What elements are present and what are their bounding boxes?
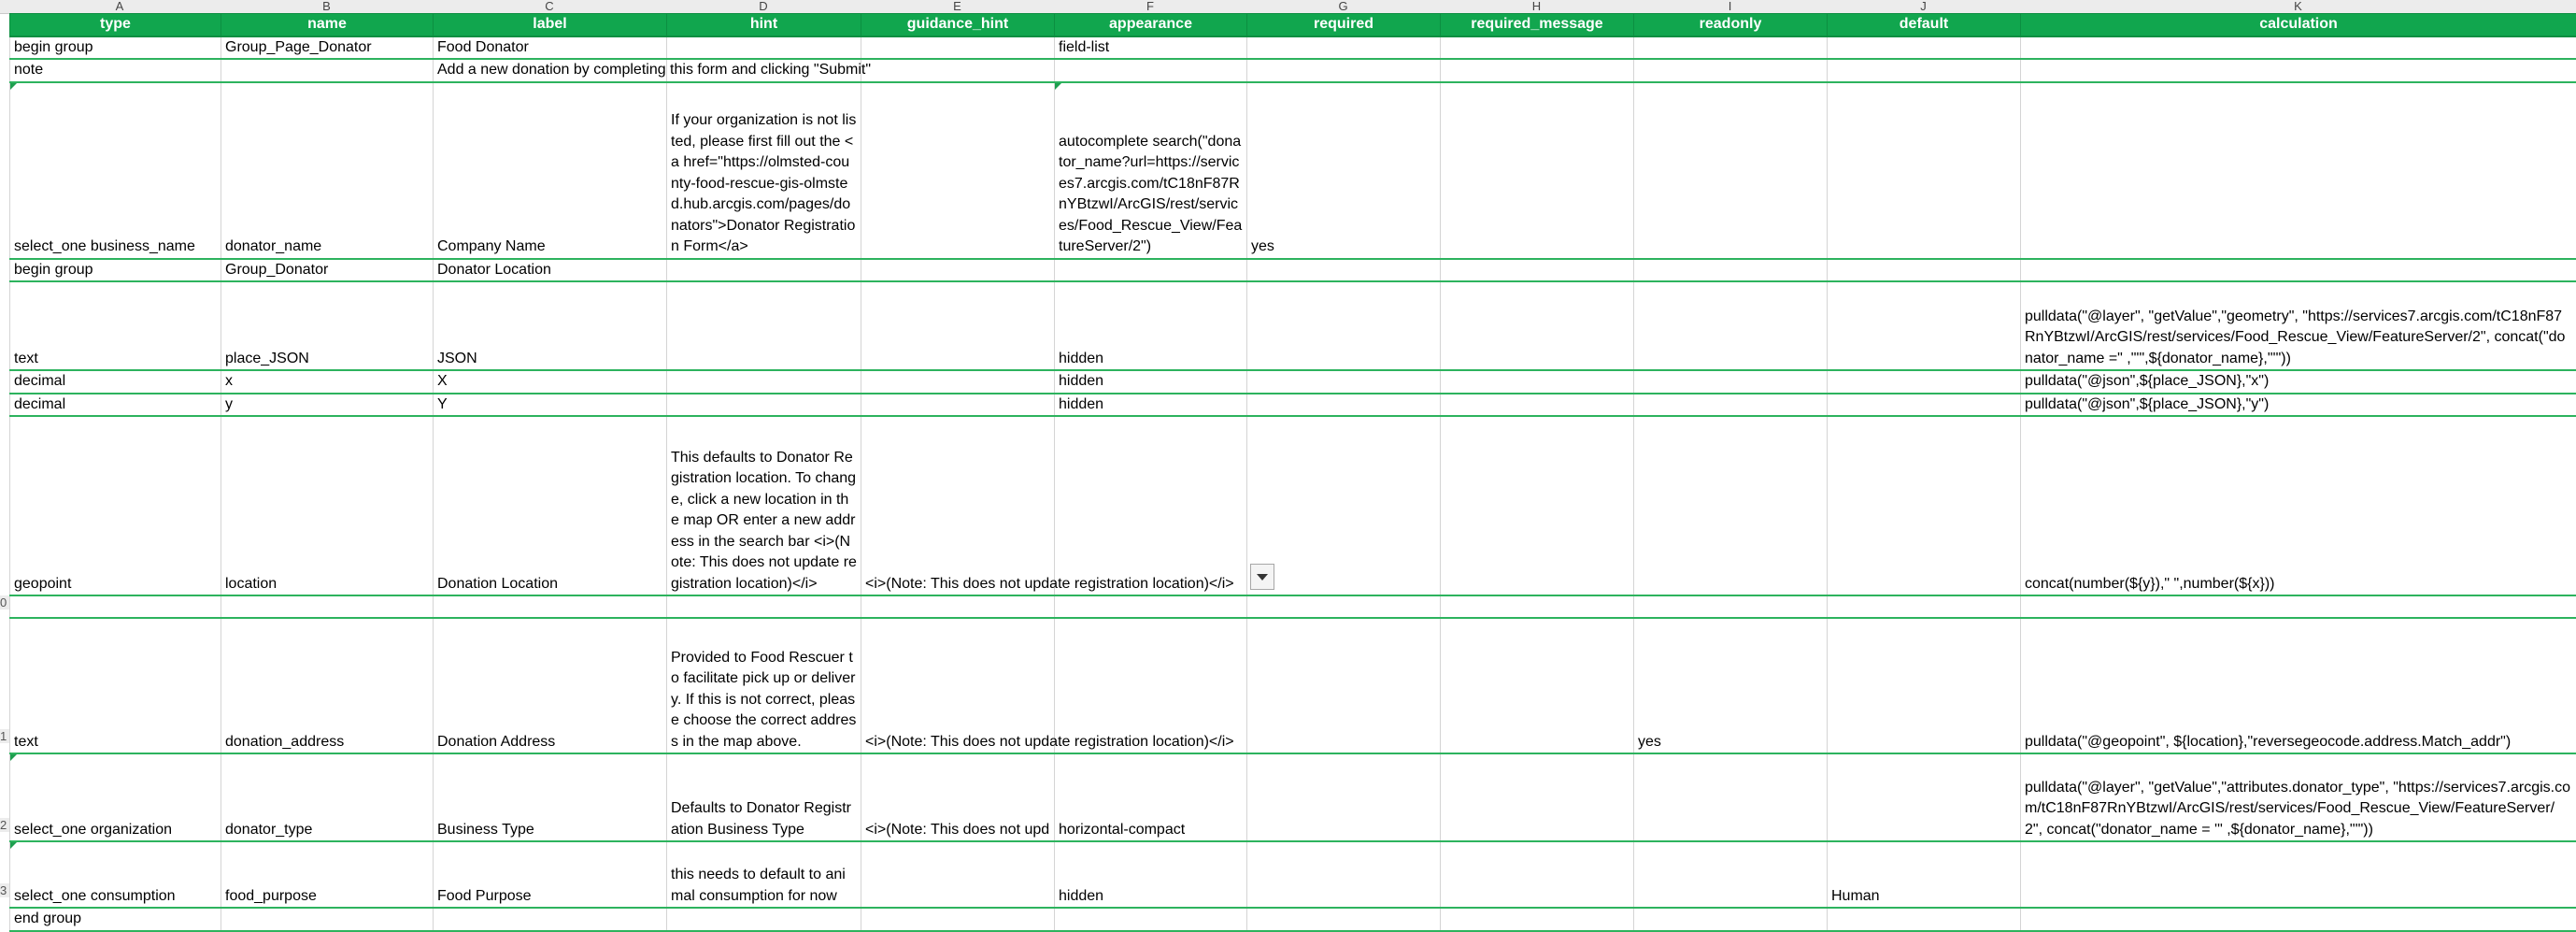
cell-required[interactable] xyxy=(1247,394,1441,417)
row-number[interactable]: 3 xyxy=(0,883,9,897)
cell-guidance-hint[interactable] xyxy=(861,595,1055,618)
cell-guidance-hint[interactable] xyxy=(861,394,1055,417)
header-cell-type[interactable]: type xyxy=(10,14,221,36)
cell-hint[interactable]: Defaults to Donator Registration Business Type xyxy=(667,753,861,841)
cell-default[interactable] xyxy=(1828,753,2021,841)
cell-appearance[interactable]: hidden xyxy=(1055,370,1247,394)
row-number[interactable]: 0 xyxy=(0,595,9,609)
cell-required-message[interactable] xyxy=(1441,841,1634,908)
header-cell-readonly[interactable]: readonly xyxy=(1634,14,1828,36)
table-row xyxy=(10,36,2576,60)
cell-label[interactable]: Company Name xyxy=(434,82,667,259)
cell-label[interactable]: Business Type xyxy=(434,753,667,841)
cell-name[interactable]: y xyxy=(221,394,434,417)
cell-hint[interactable]: This defaults to Donator Registration location. To change, click a new location in the map OR enter a new address in the search bar <i>(Note: This does not update registration location)</i> xyxy=(667,416,861,595)
cell-readonly[interactable] xyxy=(1634,82,1828,259)
cell-appearance[interactable] xyxy=(1055,416,1247,595)
column-letter-c[interactable]: C xyxy=(433,0,666,13)
cell-default[interactable] xyxy=(1828,416,2021,595)
cell-required-message[interactable] xyxy=(1441,595,1634,618)
cell-readonly[interactable] xyxy=(1634,370,1828,394)
cell-guidance-hint[interactable] xyxy=(861,82,1055,259)
comment-indicator-icon xyxy=(1055,83,1061,90)
cell-name[interactable]: Group_Donator xyxy=(221,259,434,282)
cell-calculation[interactable] xyxy=(2021,841,2576,908)
cell-label[interactable]: Y xyxy=(434,394,667,417)
cell-calculation[interactable] xyxy=(2021,36,2576,60)
table-row xyxy=(10,281,2576,370)
cell-default[interactable] xyxy=(1828,281,2021,370)
cell-calculation[interactable]: pulldata("@json",${place_JSON},"y") xyxy=(2021,394,2576,417)
header-cell-label[interactable]: label xyxy=(434,14,667,36)
cell-required-message[interactable] xyxy=(1441,618,1634,753)
cell-readonly[interactable] xyxy=(1634,59,1828,82)
column-letter-k[interactable]: K xyxy=(2020,0,2576,13)
header-cell-guidance-hint[interactable]: guidance_hint xyxy=(861,14,1055,36)
cell-readonly[interactable]: yes xyxy=(1634,618,1828,753)
cell-hint[interactable] xyxy=(667,370,861,394)
cell-type[interactable]: geopoint xyxy=(10,416,221,595)
cell-hint[interactable] xyxy=(667,36,861,60)
cell-appearance[interactable]: hidden xyxy=(1055,841,1247,908)
table-row xyxy=(10,370,2576,394)
cell-appearance[interactable] xyxy=(1055,59,1247,82)
cell-default[interactable] xyxy=(1828,595,2021,618)
cell-required[interactable] xyxy=(1247,841,1441,908)
cell-name[interactable] xyxy=(221,595,434,618)
cell-required[interactable] xyxy=(1247,36,1441,60)
cell-text: select_one consumption xyxy=(14,888,176,904)
cell-calculation[interactable]: pulldata("@geopoint", ${location},"reversegeocode.address.Match_addr") xyxy=(2021,618,2576,753)
cell-name[interactable]: food_purpose xyxy=(221,841,434,908)
table-row xyxy=(10,618,2576,753)
cell-required[interactable] xyxy=(1247,259,1441,282)
cell-label[interactable] xyxy=(434,908,667,931)
cell-label[interactable]: Donation Address xyxy=(434,618,667,753)
header-cell-default[interactable]: default xyxy=(1828,14,2021,36)
header-cell-hint[interactable]: hint xyxy=(667,14,861,36)
cell-calculation[interactable]: concat(number(${y})," ",number(${x})) xyxy=(2021,416,2576,595)
cell-name[interactable]: place_JSON xyxy=(221,281,434,370)
cell-default[interactable] xyxy=(1828,82,2021,259)
cell-name[interactable]: donator_name xyxy=(221,82,434,259)
cell-name[interactable]: location xyxy=(221,416,434,595)
cell-guidance-hint[interactable] xyxy=(861,908,1055,931)
column-letter-e[interactable]: E xyxy=(861,0,1054,13)
cell-required-message[interactable] xyxy=(1441,59,1634,82)
cell-appearance[interactable]: hidden xyxy=(1055,394,1247,417)
cell-label[interactable]: Food Purpose xyxy=(434,841,667,908)
cell-calculation[interactable] xyxy=(2021,595,2576,618)
cell-default[interactable] xyxy=(1828,36,2021,60)
cell-label[interactable]: Donator Location xyxy=(434,259,667,282)
cell-required-message[interactable] xyxy=(1441,753,1634,841)
cell-name[interactable]: donator_type xyxy=(221,753,434,841)
cell-name[interactable] xyxy=(221,59,434,82)
column-letter-d[interactable]: D xyxy=(666,0,861,13)
cell-required[interactable] xyxy=(1247,908,1441,931)
cell-required-message[interactable] xyxy=(1441,394,1634,417)
table-row xyxy=(10,59,2576,82)
comment-indicator-icon xyxy=(10,83,17,90)
column-letter-i[interactable]: I xyxy=(1633,0,1827,13)
cell-default[interactable] xyxy=(1828,370,2021,394)
cell-text: autocomplete search("donator_name?url=https://services7.arcgis.com/tC18nF87RnYBtzwI/ArcGIS/rest/services/Food_Rescue_View/FeatureServer/2") xyxy=(1059,134,1242,255)
cell-guidance-hint[interactable] xyxy=(861,281,1055,370)
cell-type[interactable]: end group xyxy=(10,908,221,931)
cell-hint[interactable]: this needs to default to animal consumption for now xyxy=(667,841,861,908)
cell-appearance[interactable]: horizontal-compact xyxy=(1055,753,1247,841)
cell-label[interactable] xyxy=(434,595,667,618)
cell-required-message[interactable] xyxy=(1441,82,1634,259)
cell-required-message[interactable] xyxy=(1441,908,1634,931)
cell-calculation[interactable]: pulldata("@layer", "getValue","geometry", "https://services7.arcgis.com/tC18nF87RnYBtzwI/ArcGIS/rest/services/Food_Rescue_View/FeatureServer/2", concat("donator_name =" ,"'",${donator_name},"'")) xyxy=(2021,281,2576,370)
table-row xyxy=(10,82,2576,259)
header-cell-calculation[interactable]: calculation xyxy=(2021,14,2576,36)
cell-default[interactable]: Human xyxy=(1828,841,2021,908)
cell-guidance-hint[interactable] xyxy=(861,59,1055,82)
cell-required[interactable]: yes xyxy=(1247,82,1441,259)
row-number[interactable]: 1 xyxy=(0,729,9,743)
cell-required[interactable] xyxy=(1247,59,1441,82)
cell-readonly[interactable] xyxy=(1634,394,1828,417)
cell-type[interactable]: note xyxy=(10,59,221,82)
cell-appearance[interactable] xyxy=(1055,618,1247,753)
cell-readonly[interactable] xyxy=(1634,281,1828,370)
cell-type[interactable] xyxy=(10,82,221,259)
cell-required[interactable] xyxy=(1247,281,1441,370)
header-cell-appearance[interactable]: appearance xyxy=(1055,14,1247,36)
cell-name[interactable]: Group_Page_Donator xyxy=(221,36,434,60)
cell-guidance-hint[interactable]: <i>(Note: This does not upd xyxy=(861,753,1055,841)
cell-default[interactable] xyxy=(1828,618,2021,753)
cell-hint[interactable] xyxy=(667,259,861,282)
cell-hint[interactable] xyxy=(667,281,861,370)
cell-default[interactable] xyxy=(1828,259,2021,282)
cell-required[interactable] xyxy=(1247,416,1441,595)
header-cell-required-message[interactable]: required_message xyxy=(1441,14,1634,36)
cell-label[interactable]: JSON xyxy=(434,281,667,370)
cell-name[interactable]: x xyxy=(221,370,434,394)
cell-appearance[interactable] xyxy=(1055,908,1247,931)
cell-hint[interactable] xyxy=(667,595,861,618)
cell-type[interactable]: begin group xyxy=(10,259,221,282)
column-header-bar xyxy=(0,0,2576,14)
cell-text: select_one organization xyxy=(14,822,172,838)
header-cell-name[interactable]: name xyxy=(221,14,434,36)
cell-calculation[interactable] xyxy=(2021,908,2576,931)
cell-calculation[interactable] xyxy=(2021,59,2576,82)
column-letter-a[interactable]: A xyxy=(9,0,230,13)
cell-hint[interactable]: If your organization is not listed, please first fill out the <a href="https://olmsted-county-food-rescue-gis-olmsted.hub.arcgis.com/pages/donators">Donator Registration Form</a> xyxy=(667,82,861,259)
cell-appearance[interactable]: hidden xyxy=(1055,281,1247,370)
cell-dropdown-button[interactable] xyxy=(1250,564,1274,590)
cell-type[interactable]: text xyxy=(10,281,221,370)
cell-guidance-hint[interactable] xyxy=(861,36,1055,60)
column-letter-f[interactable]: F xyxy=(1054,0,1246,13)
cell-label[interactable]: Donation Location xyxy=(434,416,667,595)
cell-calculation[interactable] xyxy=(2021,82,2576,259)
table-row xyxy=(10,259,2576,282)
cell-guidance-hint[interactable] xyxy=(861,259,1055,282)
cell-required-message[interactable] xyxy=(1441,36,1634,60)
cell-readonly[interactable] xyxy=(1634,259,1828,282)
cell-type[interactable]: decimal xyxy=(10,370,221,394)
cell-type[interactable]: text xyxy=(10,618,221,753)
column-letter-g[interactable]: G xyxy=(1246,0,1440,13)
cell-guidance-hint[interactable]: <i>(Note: This does not update registration location)</i> xyxy=(861,618,1055,753)
cell-required-message[interactable] xyxy=(1441,370,1634,394)
cell-name[interactable] xyxy=(221,908,434,931)
cell-type[interactable]: decimal xyxy=(10,394,221,417)
cell-hint[interactable] xyxy=(667,908,861,931)
cell-guidance-hint[interactable] xyxy=(861,841,1055,908)
comment-indicator-icon xyxy=(10,842,17,849)
cell-readonly[interactable] xyxy=(1634,753,1828,841)
cell-type[interactable]: begin group xyxy=(10,36,221,60)
cell-label[interactable]: Add a new donation by completing this form and clicking "Submit" xyxy=(434,59,667,82)
chevron-down-icon xyxy=(1257,574,1268,581)
cell-type[interactable] xyxy=(10,595,221,618)
cell-required[interactable] xyxy=(1247,370,1441,394)
cell-name[interactable]: donation_address xyxy=(221,618,434,753)
cell-type[interactable] xyxy=(10,753,221,841)
table-row xyxy=(10,394,2576,417)
header-cell-required[interactable]: required xyxy=(1247,14,1441,36)
cell-readonly[interactable] xyxy=(1634,841,1828,908)
cell-label[interactable]: Food Donator xyxy=(434,36,667,60)
cell-appearance[interactable]: field-list xyxy=(1055,36,1247,60)
table-row xyxy=(10,753,2576,841)
header-row xyxy=(10,14,2576,36)
comment-indicator-icon xyxy=(10,754,17,761)
cell-default[interactable] xyxy=(1828,908,2021,931)
table-row xyxy=(10,595,2576,618)
cell-appearance[interactable] xyxy=(1055,259,1247,282)
cell-calculation[interactable]: pulldata("@layer", "getValue","attributes.donator_type", "https://services7.arcgis.com/tC18nF87RnYBtzwI/ArcGIS/rest/services/Food_Rescue_View/FeatureServer/2", concat("donator_name = '" ,${donator_name},"'")) xyxy=(2021,753,2576,841)
cell-required[interactable] xyxy=(1247,618,1441,753)
cell-required[interactable] xyxy=(1247,595,1441,618)
column-letter-j[interactable]: J xyxy=(1827,0,2020,13)
cell-readonly[interactable] xyxy=(1634,908,1828,931)
row-number[interactable]: 2 xyxy=(0,818,9,832)
cell-appearance[interactable] xyxy=(1055,595,1247,618)
cell-guidance-hint[interactable]: <i>(Note: This does not update registration location)</i> xyxy=(861,416,1055,595)
cell-label[interactable]: X xyxy=(434,370,667,394)
cell-text: select_one business_name xyxy=(14,238,195,254)
table-row xyxy=(10,841,2576,908)
table-row xyxy=(10,416,2576,595)
cell-calculation[interactable] xyxy=(2021,259,2576,282)
cell-readonly[interactable] xyxy=(1634,36,1828,60)
cell-required-message[interactable] xyxy=(1441,259,1634,282)
cell-hint[interactable]: Provided to Food Rescuer to facilitate pick up or delivery. If this is not correct, please choose the correct address in the map above. xyxy=(667,618,861,753)
cell-guidance-hint[interactable] xyxy=(861,370,1055,394)
cell-required-message[interactable] xyxy=(1441,416,1634,595)
cell-required[interactable] xyxy=(1247,753,1441,841)
cell-required-message[interactable] xyxy=(1441,281,1634,370)
cell-default[interactable] xyxy=(1828,59,2021,82)
cell-hint[interactable] xyxy=(667,394,861,417)
cell-default[interactable] xyxy=(1828,394,2021,417)
cell-calculation[interactable]: pulldata("@json",${place_JSON},"x") xyxy=(2021,370,2576,394)
table-row xyxy=(10,908,2576,931)
cell-hint[interactable] xyxy=(667,59,861,82)
spreadsheet-grid xyxy=(9,13,2576,932)
cell-readonly[interactable] xyxy=(1634,416,1828,595)
cell-readonly[interactable] xyxy=(1634,595,1828,618)
column-letter-h[interactable]: H xyxy=(1440,0,1633,13)
cell-appearance[interactable] xyxy=(1055,82,1247,259)
column-letter-b[interactable]: B xyxy=(221,0,433,13)
cell-type[interactable] xyxy=(10,841,221,908)
